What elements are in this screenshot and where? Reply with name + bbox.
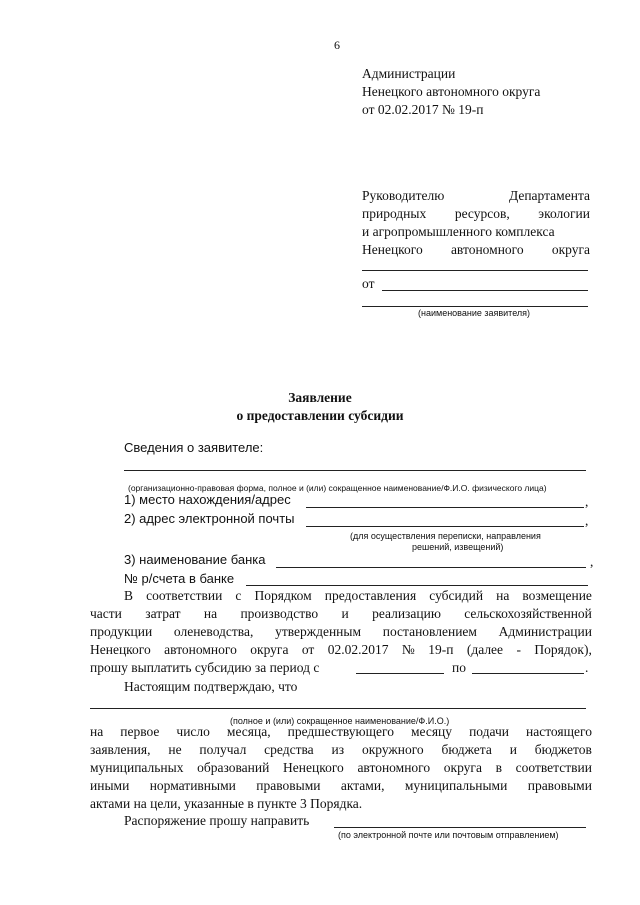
addressee-line-2 — [362, 206, 590, 222]
word: производство — [240, 606, 319, 621]
page-number: 6 — [334, 38, 340, 52]
word: нормативными — [149, 778, 236, 793]
word: реализацию — [372, 606, 441, 621]
word: утвержденным — [275, 624, 362, 639]
confirm-name-caption: (полное и (или) сокращенное наименование/Ф.И.О.) — [230, 716, 450, 726]
word: на — [203, 606, 218, 621]
word: автономного — [164, 642, 237, 657]
word: актами, — [340, 778, 385, 793]
word: продукции — [90, 624, 153, 639]
word: природных — [362, 206, 427, 221]
order-method-field[interactable] — [334, 827, 586, 828]
word: части — [90, 606, 122, 621]
word: бюджетов — [534, 742, 592, 757]
word: предоставления — [324, 588, 417, 603]
p1-line-5-period-to: по — [452, 660, 466, 675]
word: месяцу — [410, 724, 453, 739]
word: Департамента — [508, 188, 590, 203]
word: постановлением — [382, 624, 477, 639]
header-line-2: Ненецкого автономного округа — [362, 84, 541, 99]
email-caption-2: решений, извещений) — [412, 542, 504, 552]
header-line-1: Администрации — [362, 66, 456, 81]
word: округа — [443, 760, 482, 775]
word: возмещение — [522, 588, 592, 603]
word: на — [90, 724, 104, 739]
word: Порядком — [254, 588, 312, 603]
word: Руководителю — [362, 188, 445, 203]
document-title: Заявление — [288, 390, 352, 405]
confirm-label: Настоящим подтверждаю, что — [124, 679, 298, 694]
address-label: 1) место нахождения/адрес — [124, 492, 291, 507]
p1-line-1 — [124, 588, 592, 604]
word: правовыми — [527, 778, 592, 793]
word: правовыми — [256, 778, 321, 793]
word: 19-п — [428, 642, 454, 657]
confirm-name-line[interactable] — [90, 708, 586, 709]
p2-line-4 — [90, 778, 592, 794]
addressee-line-3: и агропромышленного комплекса — [362, 224, 555, 239]
word: В — [124, 588, 134, 603]
word: Ненецкого — [362, 242, 423, 257]
word: экологии — [538, 206, 590, 221]
word: получал — [199, 742, 247, 757]
word: не — [168, 742, 182, 757]
word: месяца, — [226, 724, 271, 739]
word: муниципальными — [404, 778, 508, 793]
word: субсидий — [429, 588, 484, 603]
word: окружного — [361, 742, 424, 757]
addressee-blank-line-2[interactable] — [362, 306, 588, 307]
email-label: 2) адрес электронной почты — [124, 511, 295, 526]
word: предшествующего — [287, 724, 394, 739]
word: оленеводства, — [173, 624, 254, 639]
account-field-line[interactable] — [246, 585, 588, 586]
addressee-line-4 — [362, 242, 590, 258]
word: от — [301, 642, 315, 657]
word: - — [516, 642, 521, 657]
account-label: № р/счета в банке — [124, 571, 235, 586]
from-label: от — [362, 276, 375, 291]
p2-line-1 — [90, 724, 592, 740]
period-end-field[interactable] — [472, 673, 584, 674]
word: (далее — [466, 642, 504, 657]
word: образований — [197, 760, 270, 775]
word: соответствии — [515, 760, 592, 775]
bank-field-line[interactable] — [276, 567, 586, 568]
bank-label: 3) наименование банка — [124, 552, 266, 567]
word: Ненецкого — [283, 760, 344, 775]
word: автономного — [357, 760, 431, 775]
word: средства — [264, 742, 314, 757]
word: подачи — [469, 724, 509, 739]
word: и — [509, 742, 517, 757]
order-method-caption: (по электронной почте или почтовым отправлением) — [338, 830, 559, 840]
email-field-line[interactable] — [306, 526, 584, 527]
word: число — [176, 724, 210, 739]
p1-line-3 — [90, 624, 592, 640]
word: из — [331, 742, 345, 757]
email-caption-1: (для осуществления переписки, направления — [350, 531, 541, 541]
p2-line-2 — [90, 742, 592, 758]
document-subtitle: о предоставлении субсидии — [236, 408, 404, 423]
word: первое — [120, 724, 160, 739]
p1-line-5-period-from: прошу выплатить субсидию за период с — [90, 660, 320, 675]
word: соответствии — [146, 588, 223, 603]
word: округа — [551, 242, 590, 257]
applicant-name-caption: (наименование заявителя) — [418, 308, 531, 318]
address-field-line[interactable] — [306, 507, 584, 508]
word: Ненецкого — [90, 642, 151, 657]
word: сельскохозяйственной — [464, 606, 592, 621]
addressee-line-1 — [362, 188, 590, 204]
word: настоящего — [526, 724, 592, 739]
p1-line-2 — [90, 606, 592, 622]
p2-line-5: актами на цели, указанные в пункте 3 Порядка. — [90, 796, 363, 811]
word: в — [495, 760, 502, 775]
word: бюджета — [441, 742, 492, 757]
from-blank-line[interactable] — [382, 290, 588, 291]
p1-line-4 — [90, 642, 592, 658]
header-line-3: от 02.02.2017 № 19-п — [362, 102, 484, 117]
word: автономного — [450, 242, 524, 257]
word: на — [496, 588, 510, 603]
period-start-field[interactable] — [356, 673, 444, 674]
p2-line-3 — [90, 760, 592, 776]
word: заявления, — [90, 742, 151, 757]
word: ресурсов, — [454, 206, 510, 221]
word: иными — [90, 778, 130, 793]
org-name-line[interactable] — [124, 470, 586, 471]
addressee-blank-line-1[interactable] — [362, 270, 588, 271]
order-label: Распоряжение прошу направить — [124, 813, 310, 828]
word: и — [341, 606, 349, 621]
word: муниципальных — [90, 760, 184, 775]
word: Администрации — [498, 624, 592, 639]
word: 02.02.2017 — [327, 642, 389, 657]
word: затрат — [145, 606, 181, 621]
word: № — [401, 642, 415, 657]
applicant-heading: Сведения о заявителе: — [124, 440, 264, 455]
org-name-caption: (организационно-правовая форма, полное и (или) сокращенное наименование/Ф.И.О. физического лица) — [128, 483, 547, 493]
word: с — [235, 588, 242, 603]
word: округа — [250, 642, 289, 657]
word: Порядок), — [534, 642, 592, 657]
